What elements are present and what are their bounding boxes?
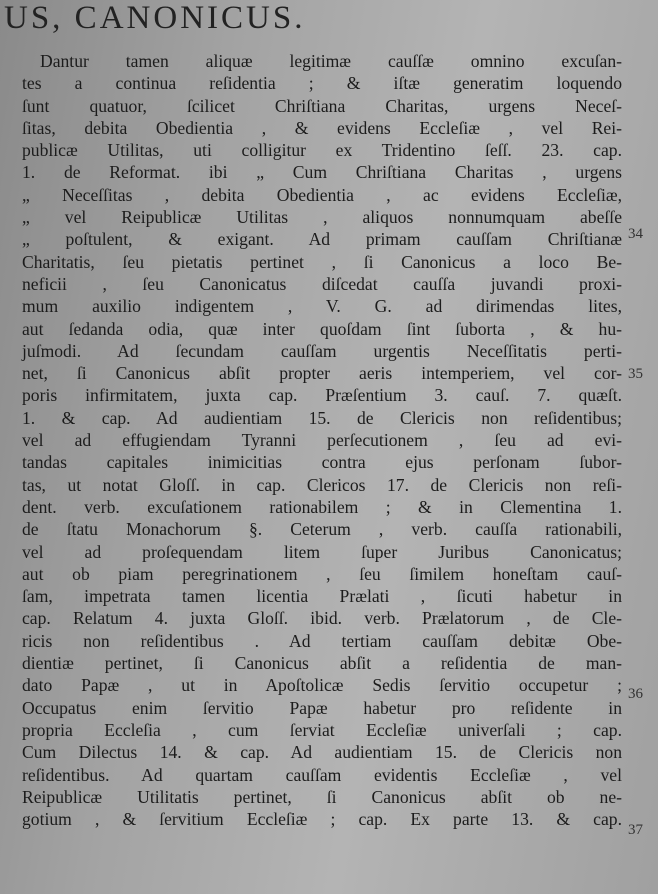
text-line: Dantur tamen aliquæ legitimæ cauſſæ omnino excuſan- xyxy=(40,51,622,71)
text-line: vel ad effugiendam Tyranni perſecutionem , ſeu ad evi- xyxy=(22,430,622,451)
text-line: net, ſi Canonicus abſit propter aeris intemperiem, vel cor- xyxy=(22,363,622,384)
text-line: dato Papæ , ut in Apoſtolicæ Sedis ſervitio occupetur ; xyxy=(22,675,622,696)
text-line: „ Neceſſitas , debita Obedientia , ac evidens Eccleſiæ, xyxy=(22,184,622,205)
text-line: gotium , & ſervitium Eccleſiæ ; cap. Ex parte 13. & cap. xyxy=(22,809,622,830)
text-line: „ vel Reipublicæ Utilitas , aliquos nonnumquam abeſſe xyxy=(22,207,622,228)
text-line: propria Eccleſia , cum ſerviat Eccleſiæ univerſali ; cap. xyxy=(22,719,622,740)
text-line: Reipublicæ Utilitatis pertinet, ſi Canonicus abſit ob ne- xyxy=(22,786,622,807)
text-line: ſunt quatuor, ſcilicet Chriſtiana Charitas, urgens Neceſ- xyxy=(22,95,622,116)
text-line: tas, ut notat Gloſſ. in cap. Clericos 17. de Clericis non reſi- xyxy=(22,474,622,495)
margin-number: 37 xyxy=(628,822,643,838)
text-line: Occupatus enim ſervitio Papæ habetur pro reſidente in xyxy=(22,697,622,718)
text-line: Charitatis, ſeu pietatis pertinet , ſi Canonicus a loco Be- xyxy=(22,251,622,272)
running-header: US, CANONICUS. xyxy=(4,0,306,36)
text-line: ſam, impetrata tamen licentia Prælati , ſicuti habetur in xyxy=(22,586,622,607)
text-line: ricis non reſidentibus . Ad tertiam cauſſam debitæ Obe- xyxy=(22,630,622,651)
text-line: neficii , ſeu Canonicatus diſcedat cauſſa juvandi proxi- xyxy=(22,273,622,294)
text-line: juſmodi. Ad ſecundam cauſſam urgentis Neceſſitatis perti- xyxy=(22,340,622,361)
text-line: ſitas, debita Obedientia , & evidens Eccleſiæ , vel Rei- xyxy=(22,117,622,138)
text-line: dent. verb. excuſationem rationabilem ; & in Clementina 1. xyxy=(22,496,622,517)
text-line: de ſtatu Monachorum §. Ceterum , verb. cauſſa rationabili, xyxy=(22,519,622,540)
text-line: aut ob piam peregrinationem , ſeu ſimilem honeſtam cauſ- xyxy=(22,563,622,584)
text-line: publicæ Utilitas, uti colligitur ex Tridentino ſeſſ. 23. cap. xyxy=(22,140,622,161)
text-line: tandas capitales inimicitias contra ejus perſonam ſubor- xyxy=(22,452,622,473)
text-line: 1. & cap. Ad audientiam 15. de Clericis non reſidentibus; xyxy=(22,407,622,428)
text-line: 1. de Reformat. ibi „ Cum Chriſtiana Charitas , urgens xyxy=(22,162,622,183)
text-line: tes a continua reſidentia ; & iſtæ generatim loquendo xyxy=(22,73,622,94)
text-line: dientiæ pertinet, ſi Canonicus abſit a reſidentia de man- xyxy=(22,653,622,674)
text-line: Cum Dilectus 14. & cap. Ad audientiam 15. de Clericis non xyxy=(22,742,622,763)
text-line: poris infirmitatem, juxta cap. Præſentium 3. cauſ. 7. quæſt. xyxy=(22,385,622,406)
body-text xyxy=(22,50,622,830)
margin-number: 34 xyxy=(628,226,643,242)
text-line: mum auxilio indigentem , V. G. ad dirimendas lites, xyxy=(22,296,622,317)
text-line: „ poſtulent, & exigant. Ad primam cauſſam Chriſtianæ xyxy=(22,229,622,250)
margin-number: 36 xyxy=(628,686,643,702)
text-line: cap. Relatum 4. juxta Gloſſ. ibid. verb. Prælatorum , de Cle- xyxy=(22,608,622,629)
margin-number: 35 xyxy=(628,366,643,382)
text-line: vel ad proſequendam litem ſuper Juribus Canonicatus; xyxy=(22,541,622,562)
text-line: reſidentibus. Ad quartam cauſſam evidentis Eccleſiæ , vel xyxy=(22,764,622,785)
text-line: aut ſedanda odia, quæ inter quoſdam ſint ſuborta , & hu- xyxy=(22,318,622,339)
